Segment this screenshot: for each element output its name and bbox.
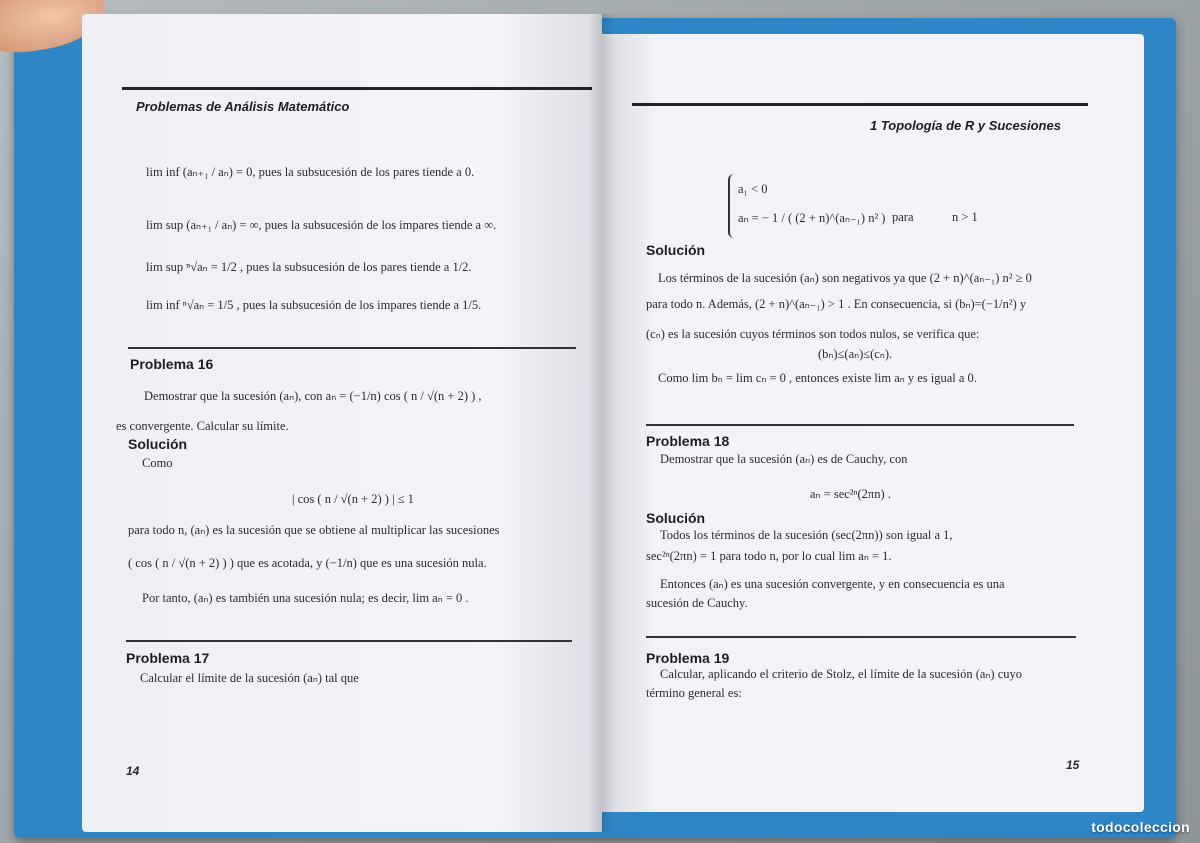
problem-16-line-2: ( cos ( n / √(n + 2) ) ) que es acotada, y (−1/n) que es una sucesión nula.	[128, 556, 487, 570]
system-para: para	[892, 210, 914, 224]
header-rule	[122, 87, 592, 90]
problem-18-line-4: sucesión de Cauchy.	[646, 596, 748, 610]
section-rule-16	[128, 347, 576, 349]
system-line-1: a₁ < 0	[738, 182, 768, 196]
section-rule-19	[646, 636, 1076, 638]
system-line-2: aₙ = − 1 / ( (2 + n)^(aₙ₋₁) n² )	[738, 211, 886, 225]
problem-18-title: Problema 18	[646, 433, 730, 449]
problem-16-como: Como	[142, 456, 173, 470]
problem-16-statement-2: es convergente. Calcular su límite.	[116, 419, 289, 433]
problem-17-title: Problema 17	[126, 650, 210, 666]
solution-1-line-2: para todo n. Además, (2 + n)^(aₙ₋₁) > 1 . En consecuencia, si (bₙ)=(−1/n²) y	[646, 297, 1027, 311]
problem-18-formula: aₙ = sec²ⁿ(2πn) .	[810, 487, 891, 501]
right-page-header: 1 Topología de R y Sucesiones	[870, 118, 1061, 133]
watermark: todocoleccion	[1091, 819, 1190, 835]
left-page	[82, 14, 602, 832]
problem-19-line-1: Calcular, aplicando el criterio de Stolz, el límite de la sucesión (aₙ) cuyo	[660, 667, 1022, 681]
problem-17-statement: Calcular el límite de la sucesión (aₙ) tal que	[140, 671, 359, 685]
limit-line-4: lim inf ⁿ√aₙ = 1/5 , pues la subsucesión de los impares tiende a 1/5.	[146, 298, 482, 312]
problem-16-line-3: Por tanto, (aₙ) es también una sucesión nula; es decir, lim aₙ = 0 .	[142, 591, 469, 605]
book-spine-shadow	[588, 14, 614, 832]
system-condition: n > 1	[952, 210, 978, 224]
limit-line-1: lim inf (aₙ₊₁ / aₙ) = 0, pues la subsucesión de los pares tiende a 0.	[146, 165, 475, 179]
problem-16-statement: Demostrar que la sucesión (aₙ), con aₙ = (−1/n) cos ( n / √(n + 2) ) ,	[144, 389, 482, 403]
problem-16-inequality: | cos ( n / √(n + 2) ) | ≤ 1	[292, 492, 414, 506]
right-page	[602, 34, 1144, 812]
section-rule-18	[646, 424, 1074, 426]
solution-1-line-1: Los términos de la sucesión (aₙ) son negativos ya que (2 + n)^(aₙ₋₁) n² ≥ 0	[658, 271, 1032, 285]
limit-line-2: lim sup (aₙ₊₁ / aₙ) = ∞, pues la subsucesión de los impares tiende a ∞.	[146, 218, 497, 232]
limit-line-3: lim sup ⁿ√aₙ = 1/2 , pues la subsucesión de los pares tiende a 1/2.	[146, 260, 472, 274]
right-page-number: 15	[1066, 758, 1080, 772]
section-rule-17	[126, 640, 572, 642]
left-page-number: 14	[126, 764, 140, 778]
problem-18-line-1: Todos los términos de la sucesión (sec(2πn)) son igual a 1,	[660, 528, 953, 542]
problem-18-line-2: sec²ⁿ(2πn) = 1 para todo n, por lo cual lim aₙ = 1.	[646, 549, 892, 563]
solution-1-line-5: Como lim bₙ = lim cₙ = 0 , entonces existe lim aₙ y es igual a 0.	[658, 371, 977, 385]
problem-19-title: Problema 19	[646, 650, 730, 666]
problem-16-solution-label: Solución	[128, 436, 188, 452]
problem-18-line-3: Entonces (aₙ) es una sucesión convergente, y en consecuencia es una	[660, 577, 1005, 591]
solution-1-line-3: (cₙ) es la sucesión cuyos términos son todos nulos, se verifica que:	[646, 327, 980, 341]
problem-19-line-2: término general es:	[646, 686, 742, 700]
problem-16-line-1: para todo n, (aₙ) es la sucesión que se obtiene al multiplicar las sucesiones	[128, 523, 500, 537]
problem-18-statement: Demostrar que la sucesión (aₙ) es de Cauchy, con	[660, 452, 908, 466]
problem-18-solution-label: Solución	[646, 510, 706, 526]
right-header-rule	[632, 103, 1088, 106]
system-brace	[728, 174, 738, 238]
left-page-header: Problemas de Análisis Matemático	[136, 99, 350, 114]
problem-16-title: Problema 16	[130, 356, 214, 372]
solution-1-label: Solución	[646, 242, 706, 258]
solution-1-line-4: (bₙ)≤(aₙ)≤(cₙ).	[818, 347, 893, 361]
